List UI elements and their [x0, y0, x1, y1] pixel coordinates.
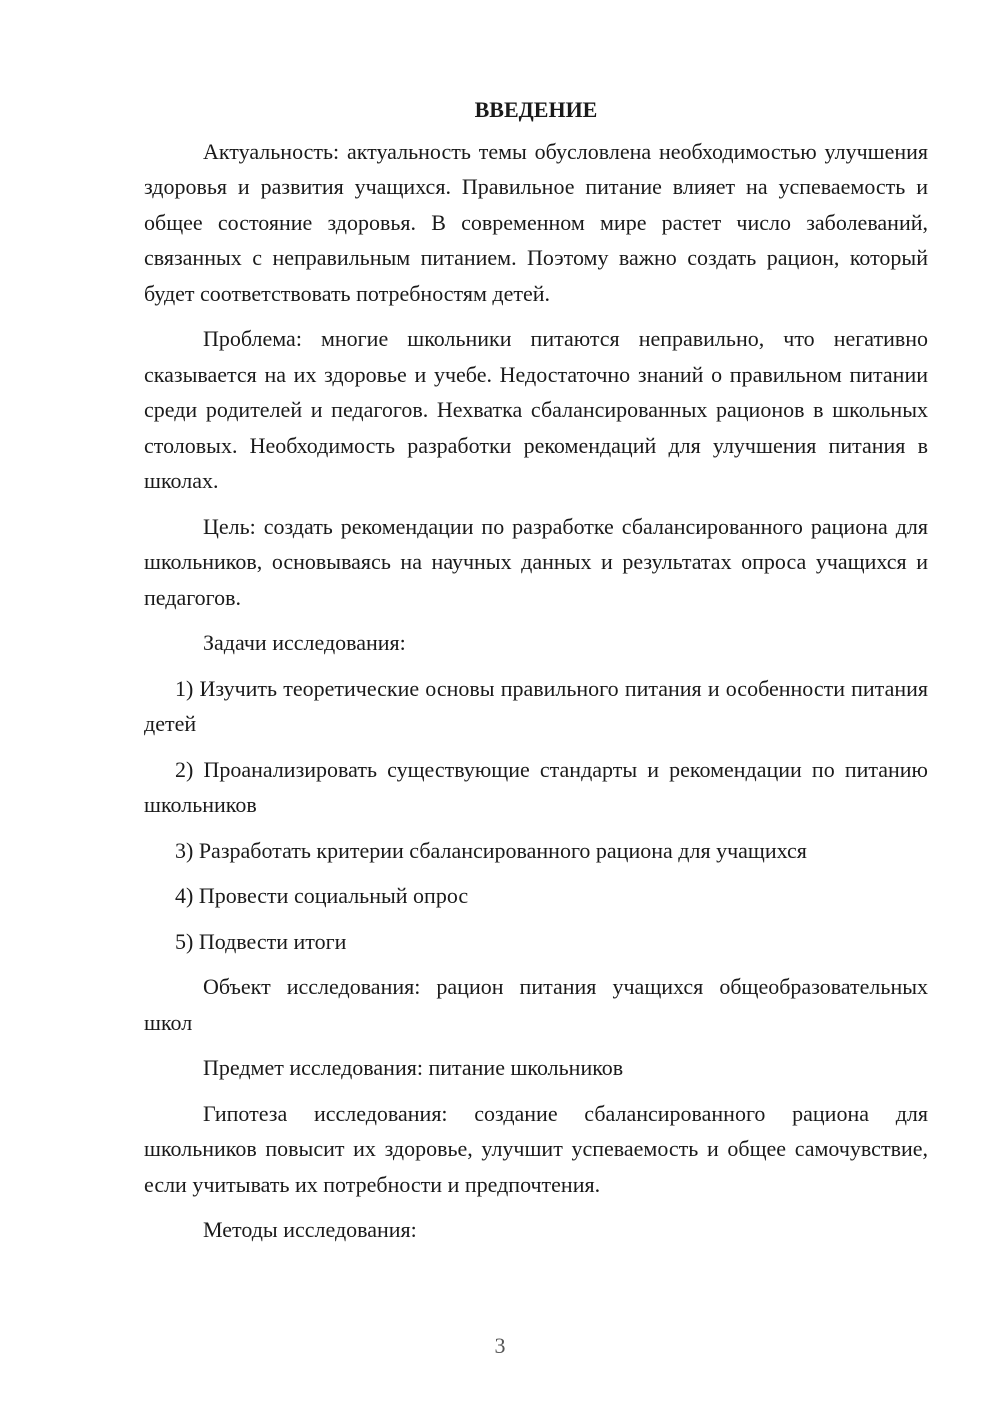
page-number: 3 [494, 1333, 506, 1358]
page-content [144, 92, 928, 1258]
task-item: 4) Провести социальный опрос [175, 883, 469, 908]
task-item: 3) Разработать критерии сбалансированного рациона для учащихся [175, 837, 807, 863]
problem-paragraph: Проблема: многие школьники питаются неправильно, что негативно сказывается на их здоровье и учебе. Недостаточно знаний о правильном питании среди родителей и педагогов. Нехватка сбалансированных рационов в школьных столовых. Необходимость разработки рекомендаций для улучшения питания в школах. [144, 326, 928, 493]
object-paragraph: Объект исследования: рацион питания учащихся общеобразовательных школ [144, 974, 928, 1035]
hypothesis-paragraph: Гипотеза исследования: создание сбалансированного рациона для школьников повысит их здоровье, улучшит успеваемость и общее самочувствие, если учитывать их потребности и предпочтения. [144, 1100, 928, 1197]
task-item: 5) Подвести итоги [175, 928, 347, 954]
page-title: ВВЕДЕНИЕ [474, 97, 598, 122]
tasks-heading: Задачи исследования: [203, 630, 406, 655]
relevance-paragraph: Актуальность: актуальность темы обусловлена необходимостью улучшения здоровья и развития учащихся. Правильное питание влияет на успеваемость и общее состояние здоровья. В современном мире растет число заболеваний, связанных с неправильным питанием. Поэтому важно создать рацион, который будет соответствовать потребностям детей. [144, 138, 928, 306]
goal-paragraph: Цель: создать рекомендации по разработке сбалансированного рациона для школьников, основываясь на научных данных и результатах опроса учащихся и педагогов. [144, 513, 928, 610]
task-item: 1) Изучить теоретические основы правильного питания и особенности питания детей [144, 675, 928, 736]
task-item: 2) Проанализировать существующие стандарты и рекомендации по питанию школьников [144, 756, 928, 817]
methods-heading: Методы исследования: [203, 1217, 417, 1242]
subject-paragraph: Предмет исследования: питание школьников [203, 1055, 624, 1080]
